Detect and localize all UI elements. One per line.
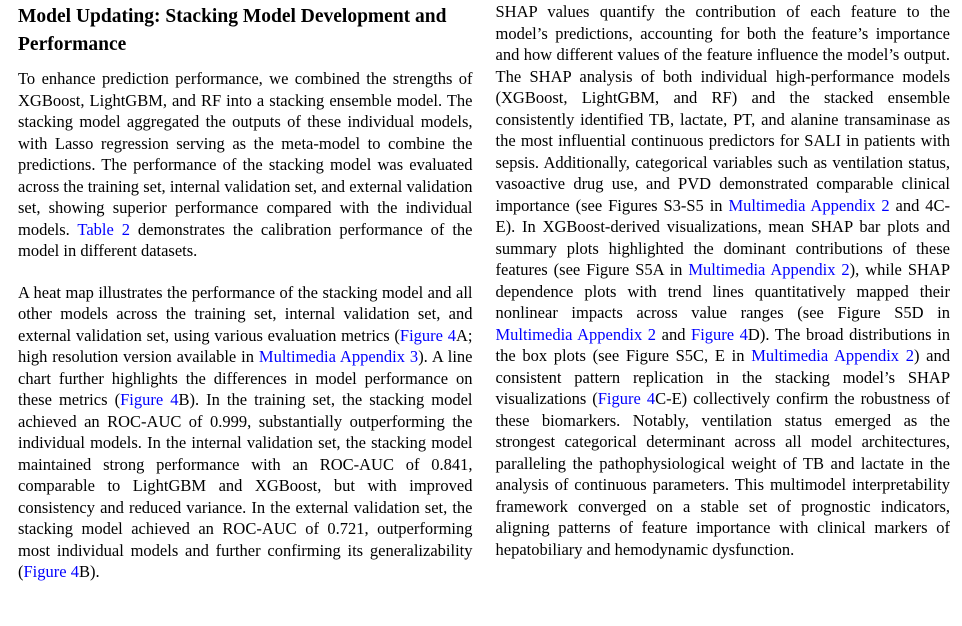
- section-heading: Model Updating: Stacking Model Development and Performance: [18, 6, 447, 55]
- paragraph-shap-analysis: SHAP values quantify the contribution of each feature to the model’s predictions, accounting for both the feature’s importance and how different values of the feature influence the model’s output. The SHAP analysis of both individual high-performance models (XGBoost, LightGBM, and RF) and the stacked ensemble consistently identified TB, lactate, PT, and alanine transaminase as the most influential continuous predictors for SALI in patients with sepsis. Additionally, categorical variables such as ventilation status, vasoactive drug use, and PVD demonstrated comparable clinical importance (see Figures S3-S5 in Multimedia Appendix 2 and 4C-E). In XGBoost-derived visualizations, mean SHAP bar plots and summary plots highlighted the dominant contributions of these features (see Figure S5A in Multimedia Appendix 2), while SHAP dependence plots with trend lines quantitatively mapped their nonlinear impacts across value ranges (see Figure S5D in Multimedia Appendix 2 and Figure 4D). The broad distributions in the box plots (see Figure S5C, E in Multimedia Appendix 2) and consistent pattern replication in the stacking model’s SHAP visualizations (Figure 4C-E) collectively confirm the robustness of these biomarkers. Notably, ventilation status emerged as the strongest categorical determinant across all model architectures, paralleling the pathophysiological weight of TB and lactate in the analysis of continuous parameters. This multimodel interpretability framework converged on a stable set of prognostic indicators, aligning patterns of feature importance with clinical markers of hepatobiliary and hemodynamic dysfunction.: [495, 2, 951, 559]
- citation-link[interactable]: Figure 4: [23, 562, 79, 581]
- paragraph-heatmap-performance: A heat map illustrates the performance of the stacking model and all other models across the training set, internal validation set, and external validation set, using various evaluation metrics (Figure 4A; high resolution version available in Multimedia Appendix 3). A line chart further highlights the differences in model performance on these metrics (Figure 4B). In the training set, the stacking model achieved an ROC-AUC of 0.999, substantially outperforming the individual models. In the internal validation set, the stacking model maintained strong performance with an ROC-AUC of 0.841, comparable to LightGBM and XGBoost, but with improved consistency and reduced variance. In the external validation set, the stacking model achieved an ROC-AUC of 0.721, outperforming most individual models and further confirming its generalizability (Figure 4B).: [18, 282, 473, 581]
- citation-link[interactable]: Multimedia Appendix 2: [751, 346, 914, 365]
- citation-link[interactable]: Figure 4: [597, 389, 656, 408]
- citation-link[interactable]: Multimedia Appendix 2: [728, 195, 890, 215]
- citation-link[interactable]: Figure 4: [399, 325, 456, 345]
- paragraph-stacking-model-overview: To enhance prediction performance, we combined the strengths of XGBoost, LightGBM, and RF into a stacking ensemble model. The stacking model aggregated the outputs of these individual models, with Lasso regression serving as the meta-model to combine the predictions. The performance of the stacking model was evaluated across the training set, internal validation set, and external validation set, showing superior performance compared with the individual models. Table 2 demonstrates the calibration performance of the model in different datasets.: [18, 69, 473, 260]
- citation-link[interactable]: Figure 4: [120, 390, 179, 409]
- left-column: [18, 1, 473, 626]
- citation-link[interactable]: Figure 4: [691, 324, 748, 344]
- citation-link[interactable]: Multimedia Appendix 2: [688, 260, 850, 279]
- right-column: [496, 1, 951, 626]
- citation-link[interactable]: Table 2: [77, 219, 130, 239]
- citation-link[interactable]: Multimedia Appendix 2: [495, 324, 657, 344]
- citation-link[interactable]: Multimedia Appendix 3: [258, 347, 419, 366]
